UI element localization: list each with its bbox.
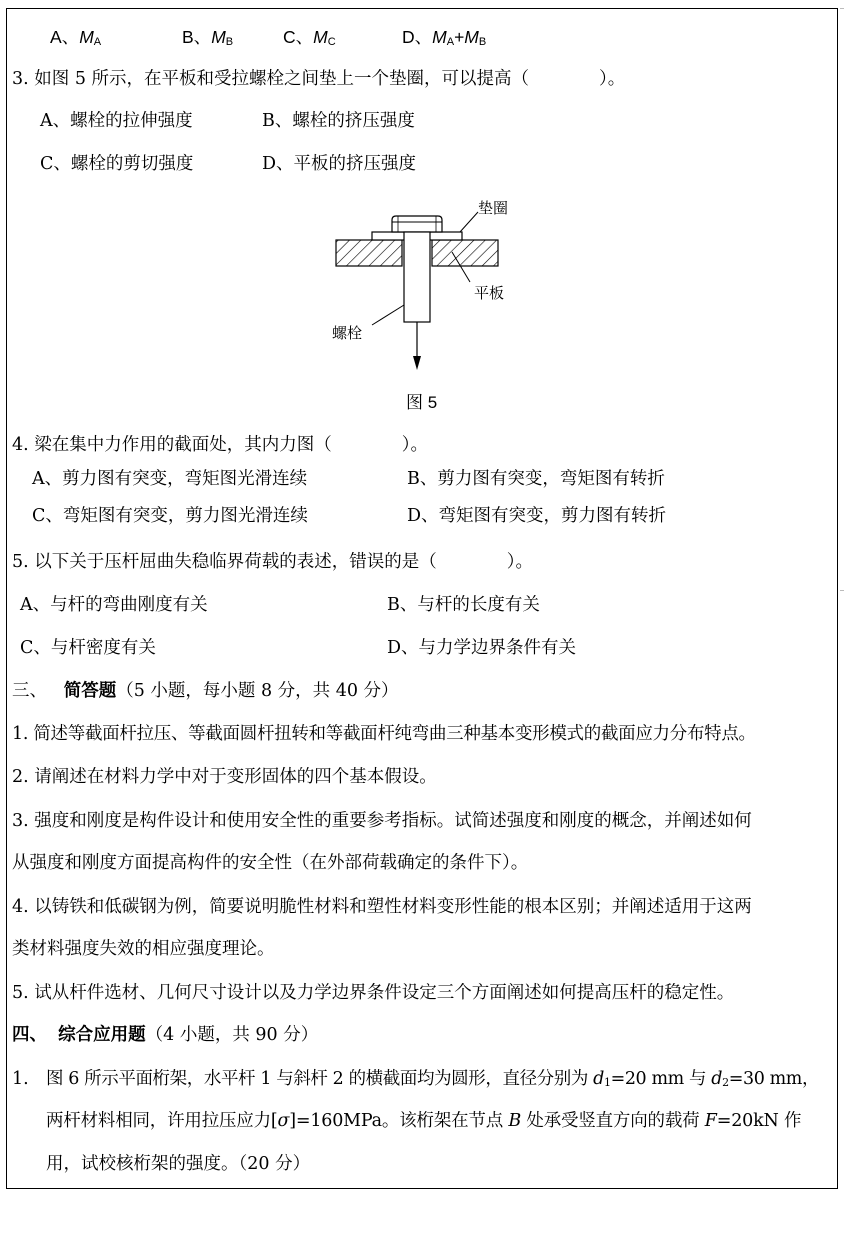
q4-option-c: C、弯矩图有突变，剪力图光滑连续 xyxy=(32,506,308,526)
bolt-shank xyxy=(404,232,430,322)
load-arrow xyxy=(413,356,421,370)
s4-question-1-line1: 图 6 所示平面桁架，水平杆 1 与斜杆 2 的横截面均为圆形，直径分别为 $d_1=20$ mm 与 $d_2=30$ mm， xyxy=(46,1069,820,1089)
section-3-heading: 三、 简答题（5 小题，每小题 8 分，共 40 分） xyxy=(12,681,399,701)
q5-stem: 5. 以下关于压杆屈曲失稳临界荷载的表述，错误的是（ ）。 xyxy=(12,552,534,572)
q5-option-b: B、与杆的长度有关 xyxy=(387,595,540,615)
q2-option-b: B、$M_B$ xyxy=(182,27,234,48)
q5-option-a: A、与杆的弯曲刚度有关 xyxy=(20,595,208,615)
q4-option-d: D、弯矩图有突变，剪力图有转折 xyxy=(407,506,667,526)
section-4-heading: 四、 综合应用题（4 小题，共 90 分） xyxy=(12,1025,319,1045)
s4-question-1-line3: 用，试校核桁架的强度。（20 分） xyxy=(46,1154,311,1174)
q4-option-b: B、剪力图有突变，弯矩图有转折 xyxy=(407,469,665,489)
s3-question-4-line1: 4. 以铸铁和低碳钢为例，简要说明脆性材料和塑性材料变形性能的根本区别；并阐述适用于这两 xyxy=(12,897,752,917)
q3-option-d: D、平板的挤压强度 xyxy=(262,154,417,174)
plate-left xyxy=(336,240,402,266)
q2-option-d: D、$M_A+M_B$ xyxy=(402,27,487,48)
s3-question-5: 5. 试从杆件选材、几何尺寸设计以及力学边界条件设定三个方面阐述如何提高压杆的稳定性。 xyxy=(12,983,735,1003)
q5-option-d: D、与力学边界条件有关 xyxy=(387,638,577,658)
plate-right xyxy=(432,240,498,266)
s3-question-3-line2: 从强度和刚度方面提高构件的安全性（在外部荷载确定的条件下）。 xyxy=(12,853,529,873)
s4-question-1-line2: 两杆材料相同，许用拉压应力[σ]=160MPa。该桁架在节点 B 处承受竖直方向的载荷 F=20kN 作 xyxy=(46,1111,802,1131)
figure-5-bolt-diagram xyxy=(320,190,540,380)
q3-option-a: A、螺栓的拉伸强度 xyxy=(40,111,193,131)
q2-option-c: C、$M_C$ xyxy=(283,27,336,48)
margin-mark xyxy=(840,8,844,9)
q5-option-c: C、与杆密度有关 xyxy=(20,638,156,658)
q4-option-a: A、剪力图有突变，弯矩图光滑连续 xyxy=(32,469,308,489)
s4-question-1-number: 1. xyxy=(12,1069,29,1089)
q2-option-a: A、$M_A$ xyxy=(50,27,102,48)
q4-stem: 4. 梁在集中力作用的截面处，其内力图（ ）。 xyxy=(12,435,429,455)
s3-question-1: 1. 简述等截面杆拉压、等截面圆杆扭转和等截面杆纯弯曲三种基本变形模式的截面应力分布特点。 xyxy=(12,724,756,744)
figure-5-caption: 图 5 xyxy=(406,393,438,412)
s3-question-2: 2. 请阐述在材料力学中对于变形固体的四个基本假设。 xyxy=(12,767,437,787)
label-plate: 平板 xyxy=(474,284,505,302)
q3-stem: 3. 如图 5 所示，在平板和受拉螺栓之间垫上一个垫圈，可以提高（ ）。 xyxy=(12,69,626,89)
s3-question-4-line2: 类材料强度失效的相应强度理论。 xyxy=(12,939,275,959)
q3-option-c: C、螺栓的剪切强度 xyxy=(40,154,194,174)
label-bolt: 螺栓 xyxy=(332,324,363,342)
margin-mark xyxy=(840,590,844,591)
s3-question-3-line1: 3. 强度和刚度是构件设计和使用安全性的重要参考指标。试简述强度和刚度的概念，并阐述如何 xyxy=(12,811,752,831)
bolt-head xyxy=(392,216,442,232)
q3-option-b: B、螺栓的挤压强度 xyxy=(262,111,415,131)
label-washer: 垫圈 xyxy=(478,199,509,217)
